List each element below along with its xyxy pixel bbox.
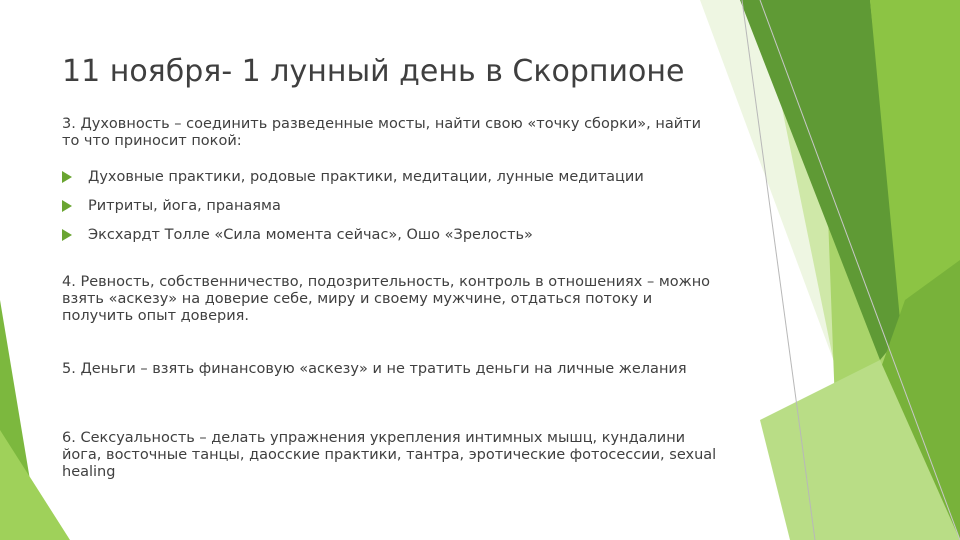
decor-left-shape-2 <box>0 430 70 540</box>
paragraph-4: 4. Ревность, собственничество, подозрительность, контроль в отношениях – можно взять «аскезу» на доверие себе, миру и своему мужчине, отдаться потоку и получить опыт доверия. <box>62 274 711 324</box>
bullet-item <box>62 226 742 244</box>
paragraph-5: 5. Деньги – взять финансовую «аскезу» и не тратить деньги на личные желания <box>62 361 687 377</box>
bullet-item <box>62 168 742 186</box>
bullet-text: Духовные практики, родовые практики, медитации, лунные медитации <box>88 169 644 185</box>
paragraph-3: 3. Духовность – соединить разведенные мосты, найти свою «точку сборки», найти то что приносит покой: <box>62 116 701 149</box>
bullet-item <box>62 197 742 215</box>
bullet-arrow-icon <box>62 200 72 212</box>
bullet-arrow-icon <box>62 171 72 183</box>
bullet-text: Эксхардт Толле «Сила момента сейчас», Ошо «Зрелость» <box>88 227 533 243</box>
bullet-text: Ритриты, йога, пранаяма <box>88 198 281 214</box>
bullet-arrow-icon <box>62 229 72 241</box>
slide-title: 11 ноября- 1 лунный день в Скорпионе <box>62 54 685 89</box>
paragraph-6: 6. Сексуальность – делать упражнения укрепления интимных мышц, кундалини йога, восточные танцы, даосские практики, тантра, эротические фотосессии, sexual healing <box>62 430 717 480</box>
